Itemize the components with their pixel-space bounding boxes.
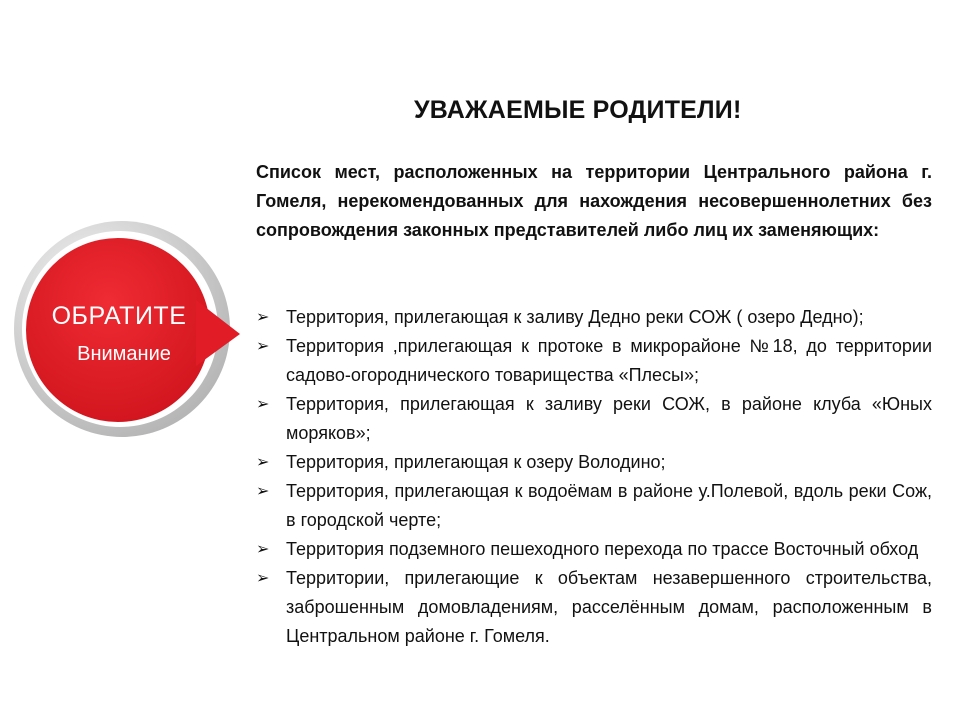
arrow-check-bullet-icon: ➢ [256, 338, 270, 355]
list-item [256, 448, 932, 477]
badge-subtitle: Внимание [77, 343, 171, 365]
list-item [256, 332, 932, 390]
arrow-check-bullet-icon: ➢ [256, 541, 270, 558]
list-item [256, 564, 932, 651]
arrow-check-bullet-icon: ➢ [256, 570, 270, 587]
list-item [256, 303, 932, 332]
places-list [256, 303, 932, 651]
attention-badge [14, 218, 244, 440]
intro-paragraph: Список мест, расположенных на территории Центрального района г. Гомеля, нерекомендованных для нахождения несовершеннолетних без сопровождения законных представителей либо лиц их заменяющих: [256, 162, 932, 240]
badge-title: ОБРАТИТЕ [51, 302, 187, 330]
list-item-text: Территория, прилегающая к заливу реки СОЖ, в районе клуба «Юных моряков»; [286, 394, 932, 443]
arrow-check-bullet-icon: ➢ [256, 309, 270, 326]
list-item [256, 390, 932, 448]
list-item-text: Территория ,прилегающая к протоке в микрорайоне №18, до территории садово-огороднического товарищества «Плесы»; [286, 336, 932, 385]
list-item [256, 477, 932, 535]
list-item-text: Территория, прилегающая к заливу Дедно реки СОЖ ( озеро Дедно); [286, 307, 864, 327]
arrow-check-bullet-icon: ➢ [256, 454, 270, 471]
list-item-text: Территория подземного пешеходного перехода по трассе Восточный обход [286, 539, 919, 559]
list-item-text: Территория, прилегающая к водоёмам в районе у.Полевой, вдоль реки Сож, в городской черте; [286, 481, 932, 530]
arrow-check-bullet-icon: ➢ [256, 483, 270, 500]
page-title: УВАЖАЕМЫЕ РОДИТЕЛИ! [414, 96, 742, 124]
list-item-text: Территория, прилегающая к озеру Володино; [286, 452, 666, 472]
arrow-check-bullet-icon: ➢ [256, 396, 270, 413]
list-item-text: Территории, прилегающие к объектам незавершенного строительства, заброшенным домовладениям, расселённым домам, расположенным в Центральном районе г. Гомеля. [286, 568, 932, 646]
list-item [256, 535, 932, 564]
